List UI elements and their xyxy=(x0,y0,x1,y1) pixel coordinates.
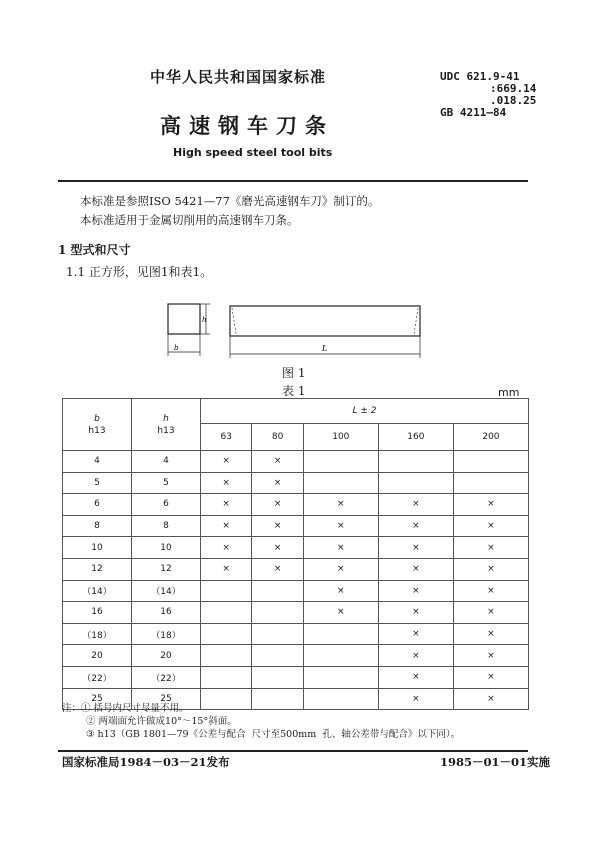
cell-b: 20 xyxy=(63,645,132,667)
cell-mark: × xyxy=(303,537,378,559)
cell-mark xyxy=(303,645,378,667)
table-row xyxy=(63,515,529,537)
cell-mark xyxy=(252,602,303,624)
table-row xyxy=(63,666,529,688)
cell-mark: × xyxy=(303,602,378,624)
cell-b: 8 xyxy=(63,515,132,537)
cell-mark: × xyxy=(252,515,303,537)
cell-mark: × xyxy=(252,472,303,494)
cell-b: 6 xyxy=(63,494,132,516)
cell-mark: × xyxy=(453,688,528,710)
cell-b: 12 xyxy=(63,558,132,580)
cell-mark xyxy=(252,580,303,602)
document-title: 高速钢车刀条 xyxy=(160,113,334,138)
cell-mark: × xyxy=(201,451,252,473)
cell-mark: × xyxy=(378,688,453,710)
section-text-1-1: 1.1 正方形，见图1和表1。 xyxy=(66,265,213,279)
table-row xyxy=(63,494,529,516)
cross-section-square xyxy=(168,304,200,334)
footer-divider xyxy=(58,750,528,752)
cell-b: （18） xyxy=(63,623,132,645)
cell-mark: × xyxy=(378,537,453,559)
cell-mark xyxy=(201,580,252,602)
cell-h: 20 xyxy=(132,645,201,667)
tool-bit-bar xyxy=(230,306,420,336)
document-subtitle-en: High speed steel tool bits xyxy=(173,146,333,159)
udc-line-2: :669.14 xyxy=(490,82,537,95)
issued-date: 国家标准局1984－03－21发布 xyxy=(62,755,230,769)
section-heading-1: 1 型式和尺寸 xyxy=(58,243,131,257)
L-value-header: 63 xyxy=(201,424,252,451)
dimension-table xyxy=(62,398,529,710)
cell-mark: × xyxy=(378,645,453,667)
notes-label: 注： xyxy=(62,703,82,714)
cell-mark xyxy=(201,623,252,645)
cell-mark: × xyxy=(378,558,453,580)
L-value-header: 100 xyxy=(303,424,378,451)
cell-mark xyxy=(201,645,252,667)
cell-mark: × xyxy=(201,558,252,580)
cell-b: 10 xyxy=(63,537,132,559)
table-notes xyxy=(62,702,460,741)
intro-paragraph-1: 本标准是参照ISO 5421—77《磨光高速钢车刀》制订的。 xyxy=(80,194,380,208)
cell-mark xyxy=(378,451,453,473)
cell-mark: × xyxy=(252,558,303,580)
cell-mark xyxy=(453,451,528,473)
cell-h: 12 xyxy=(132,558,201,580)
cell-mark xyxy=(453,472,528,494)
col-b-tol: h13 xyxy=(88,425,106,436)
cell-h: 25 xyxy=(132,688,201,710)
cell-mark: × xyxy=(378,602,453,624)
cell-mark: × xyxy=(378,623,453,645)
cell-mark: × xyxy=(453,515,528,537)
dim-label-L: L xyxy=(322,344,328,353)
table-body xyxy=(63,451,529,710)
cell-mark: × xyxy=(201,472,252,494)
note-item-2: ② 两端面允许做成10°～15°斜面。 xyxy=(86,716,237,727)
cell-mark: × xyxy=(303,558,378,580)
cell-mark: × xyxy=(303,515,378,537)
cell-mark: × xyxy=(453,494,528,516)
cell-mark xyxy=(201,666,252,688)
cell-mark: × xyxy=(378,580,453,602)
cell-mark: × xyxy=(201,537,252,559)
cell-h: （14） xyxy=(132,580,201,602)
cell-b: 25 xyxy=(63,688,132,710)
cell-mark xyxy=(201,602,252,624)
cell-mark: × xyxy=(378,494,453,516)
cell-mark: × xyxy=(303,494,378,516)
col-h-tol: h13 xyxy=(157,425,175,436)
table-row xyxy=(63,558,529,580)
cell-mark: × xyxy=(378,515,453,537)
dim-label-b: b xyxy=(174,344,179,352)
cell-mark: × xyxy=(378,666,453,688)
dim-label-h: h xyxy=(202,316,207,324)
table-row xyxy=(63,537,529,559)
cell-mark xyxy=(378,472,453,494)
figure-1-drawing xyxy=(160,296,440,364)
cell-mark xyxy=(303,472,378,494)
cell-h: 8 xyxy=(132,515,201,537)
table-row xyxy=(63,623,529,645)
cell-h: （18） xyxy=(132,623,201,645)
cell-mark xyxy=(303,451,378,473)
col-header-b xyxy=(63,399,132,451)
standard-org-title: 中华人民共和国国家标准 xyxy=(150,68,327,86)
table-row xyxy=(63,472,529,494)
cell-mark: × xyxy=(453,666,528,688)
cell-mark: × xyxy=(453,623,528,645)
cell-mark xyxy=(303,623,378,645)
cell-mark: × xyxy=(201,494,252,516)
table-unit: mm xyxy=(498,386,520,399)
cell-mark xyxy=(252,623,303,645)
cell-b: （22） xyxy=(63,666,132,688)
gb-code: GB 4211—84 xyxy=(440,106,507,119)
cell-h: 6 xyxy=(132,494,201,516)
udc-line-3: .018.25 xyxy=(490,94,537,107)
cell-b: 4 xyxy=(63,451,132,473)
L-value-header: 160 xyxy=(378,424,453,451)
figure-caption: 图 1 xyxy=(282,366,306,380)
table-row xyxy=(63,451,529,473)
cell-h: 10 xyxy=(132,537,201,559)
cell-mark: × xyxy=(453,537,528,559)
cell-mark: × xyxy=(453,558,528,580)
cell-mark: × xyxy=(453,602,528,624)
L-value-header: 200 xyxy=(453,424,528,451)
cell-mark: × xyxy=(252,451,303,473)
cell-mark: × xyxy=(303,580,378,602)
udc-code-block xyxy=(440,71,536,119)
cell-mark: × xyxy=(252,537,303,559)
effective-date: 1985－01－01实施 xyxy=(440,755,551,769)
L-value-header: 80 xyxy=(252,424,303,451)
cell-mark: × xyxy=(201,515,252,537)
table-row xyxy=(63,580,529,602)
col-b-name: b xyxy=(94,413,100,424)
cell-mark: × xyxy=(453,580,528,602)
col-h-name: h xyxy=(163,413,169,424)
cell-b: 5 xyxy=(63,472,132,494)
cell-mark xyxy=(303,666,378,688)
table-row xyxy=(63,602,529,624)
col-header-L: L ± 2 xyxy=(201,399,529,424)
cell-mark xyxy=(252,666,303,688)
cell-mark xyxy=(252,645,303,667)
note-item-1: ① 括号内尺寸尽量不用。 xyxy=(81,703,189,714)
header-divider xyxy=(58,180,528,182)
cell-b: （14） xyxy=(63,580,132,602)
cell-b: 16 xyxy=(63,602,132,624)
table-row xyxy=(63,645,529,667)
cell-h: 16 xyxy=(132,602,201,624)
cell-mark: × xyxy=(453,645,528,667)
cell-mark: × xyxy=(252,494,303,516)
udc-line-1: UDC 621.9-41 xyxy=(440,70,520,83)
cell-h: （22） xyxy=(132,666,201,688)
note-item-3: ③ h13（GB 1801—79《公差与配合 尺寸至500mm 孔、轴公差带与配合》以下同）。 xyxy=(86,729,461,740)
col-header-h xyxy=(132,399,201,451)
cell-h: 4 xyxy=(132,451,201,473)
intro-paragraph-2: 本标准适用于金属切削用的高速钢车刀条。 xyxy=(80,213,299,227)
table-caption: 表 1 xyxy=(282,384,306,398)
cell-h: 5 xyxy=(132,472,201,494)
